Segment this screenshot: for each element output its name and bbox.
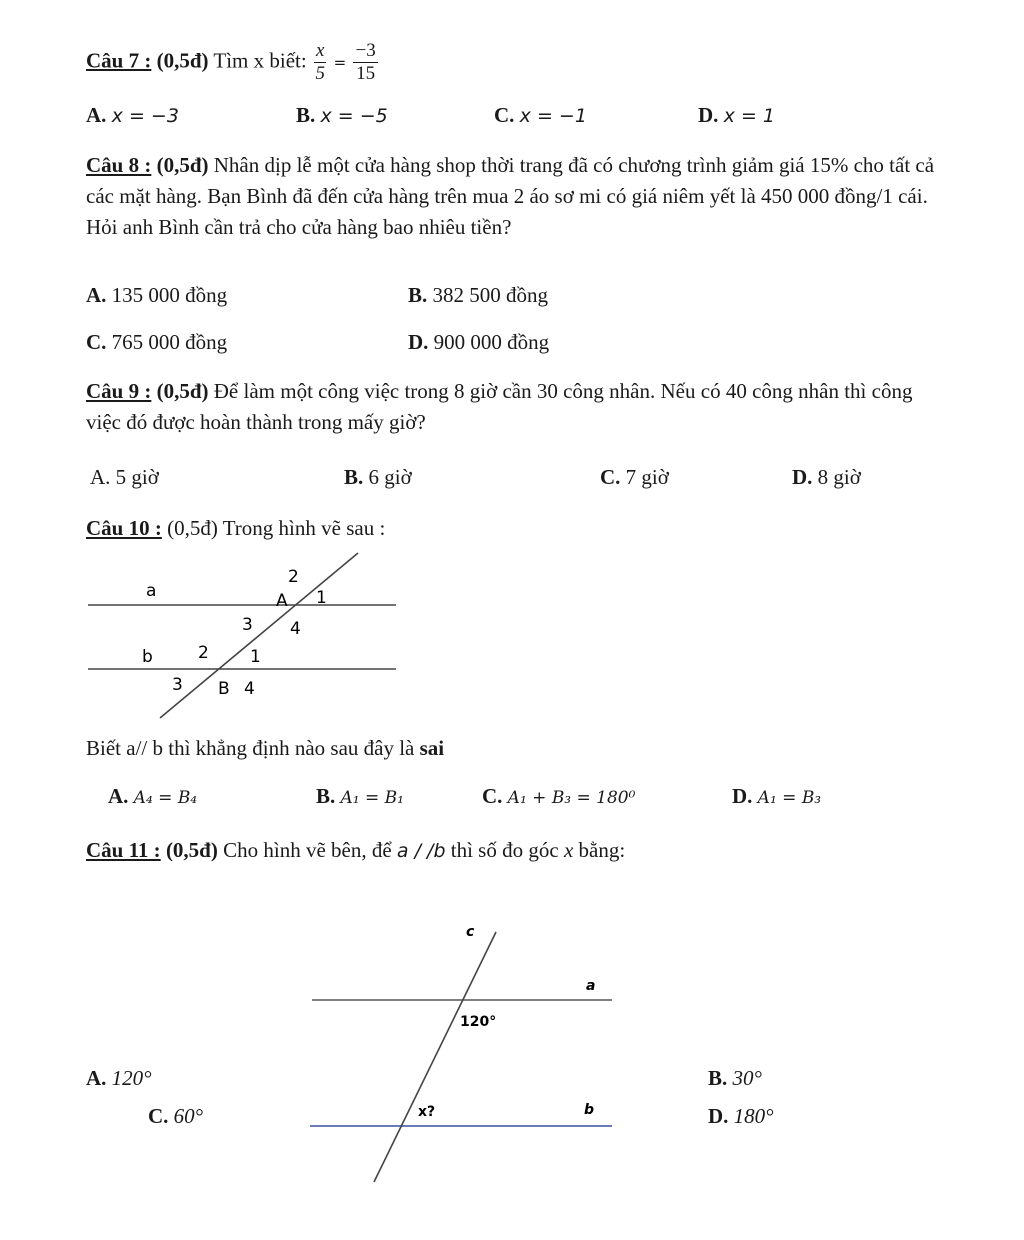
q7-option-b[interactable] [296,103,388,128]
option-text: 382 500 đồng [432,283,549,307]
q7-option-d[interactable] [698,103,775,128]
option-text: A₄ = B₄ [133,788,198,808]
q10-points: (0,5đ) [167,516,218,540]
option-key: A. [86,103,107,127]
option-key: D. [698,103,719,127]
option-key: C. [482,784,503,808]
label-point-a: A [276,591,288,611]
q11-prompt-pre: Cho hình vẽ bên, để [223,838,392,862]
label-a: a [586,978,596,994]
label-c: c [466,924,475,940]
option-text: 120° [111,1066,152,1090]
label-b: b [142,647,153,667]
q7-fraction-1 [314,40,326,85]
q7-label: Câu 7 : [86,48,152,73]
q11-label: Câu 11 : [86,838,161,862]
angle-b1: 1 [250,647,261,667]
q9-text: Để làm một công việc trong 8 giờ cần 30 công nhân. Nếu có 40 công nhân thì công việc đó được hoàn thành trong mấy giờ? [86,379,913,434]
label-b: b [584,1102,595,1118]
option-text: A₁ = B₁ [340,788,404,808]
option-key: C. [494,103,515,127]
q11-header [86,838,625,863]
option-key: B. [296,103,316,127]
q10-given [86,736,444,761]
q7-frac1-num: x [315,40,325,61]
option-key: D. [408,330,429,354]
q11-option-b[interactable] [708,1066,762,1091]
q11-prompt-post: thì số đo góc [450,838,559,862]
option-key: D. [708,1104,729,1128]
q7-frac1-den: 5 [315,63,325,84]
option-key: A. [86,1066,107,1090]
q11-points: (0,5đ) [165,838,218,862]
option-key: C. [148,1104,169,1128]
q10-prompt: Trong hình vẽ sau : [222,516,386,540]
option-text: x = −5 [320,105,388,127]
q10-given-post: thì khẳng định nào sau đây là [168,736,415,760]
option-text: 30° [732,1066,762,1090]
q11-prompt-rel: a / /b [396,840,446,862]
angle-a4: 4 [290,619,301,639]
option-key: A. [108,784,129,808]
q7-option-c[interactable] [494,103,587,128]
angle-a3: 3 [242,615,253,635]
angle-b4: 4 [244,679,255,699]
q7-frac2-num: −3 [355,40,376,61]
q9-question [86,376,936,438]
q10-parallel-lines-figure [80,548,410,728]
option-text: x = −1 [519,105,587,127]
q10-option-d[interactable] [732,784,821,809]
option-key: B. [408,283,428,307]
option-text: 7 giờ [625,465,669,489]
option-key: B. [708,1066,728,1090]
angle-given: 120° [460,1014,497,1030]
option-text: A₁ = B₃ [757,788,822,808]
q10-header [86,516,385,541]
q8-text: Nhân dịp lễ một cửa hàng shop thời trang đã có chương trình giảm giá 15% cho tất cả các mặt hàng. Bạn Bình đã đến cửa hàng trên mua 2 áo sơ mi có giá niêm yết là 450 000 đồng/1 cái. Hỏi anh Bình cần trả cho cửa hàng bao nhiêu tiền? [86,153,935,239]
q7-equals: = [333,53,347,72]
q11-option-d[interactable] [708,1104,774,1129]
q10-given-pre: Biết [86,736,121,760]
q10-given-rel: a// b [126,736,163,760]
option-key: C. [600,465,621,489]
transversal [160,553,358,718]
line-c [374,932,496,1182]
option-key: B. [316,784,336,808]
q8-option-c[interactable] [86,330,227,355]
q10-option-a[interactable] [108,784,197,809]
angle-a2: 2 [288,567,299,587]
q9-option-a[interactable] [90,465,159,490]
q11-prompt-var: x [563,838,574,862]
option-text: 135 000 đồng [111,283,228,307]
option-text: 180° [733,1104,774,1128]
q9-option-d[interactable] [792,465,861,490]
q7-prompt: Tìm x biết: [213,48,307,73]
q9-points: (0,5đ) [156,379,209,403]
option-key: D. [732,784,753,808]
option-text: 8 giờ [817,465,861,489]
option-text: A₁ + B₃ = 180⁰ [507,788,636,808]
q11-option-c[interactable] [148,1104,203,1129]
angle-b3: 3 [172,675,183,695]
q10-option-c[interactable] [482,784,635,809]
q7-frac2-den: 15 [356,63,376,84]
q11-parallel-lines-figure [300,920,630,1190]
angle-unknown: x? [418,1104,436,1120]
option-text: 6 giờ [368,465,412,489]
option-key: A. [90,465,111,489]
option-text: x = 1 [723,105,776,127]
q7-header [86,40,380,85]
q11-prompt-end: bằng: [578,838,626,862]
q7-fraction-2 [353,40,377,85]
option-key: C. [86,330,107,354]
label-a: a [146,581,157,601]
q10-given-emph: sai [419,736,445,760]
q8-option-d[interactable] [408,330,549,355]
option-key: B. [344,465,364,489]
option-text: 765 000 đồng [111,330,228,354]
option-text: 5 giờ [115,465,159,489]
option-key: A. [86,283,107,307]
option-text: x = −3 [111,105,179,127]
angle-b2: 2 [198,643,209,663]
q9-label: Câu 9 : [86,379,152,403]
q7-points: (0,5đ) [156,48,209,73]
q8-label: Câu 8 : [86,153,152,177]
q10-label: Câu 10 : [86,516,162,540]
q10-option-b[interactable] [316,784,404,809]
option-text: 60° [173,1104,204,1128]
q7-option-a[interactable] [86,103,179,128]
q8-option-a[interactable] [86,283,227,308]
option-key: D. [792,465,813,489]
q8-question [86,150,936,243]
label-point-b: B [218,679,230,699]
angle-a1: 1 [316,588,327,608]
q8-points: (0,5đ) [156,153,209,177]
q8-option-b[interactable] [408,283,548,308]
q9-option-b[interactable] [344,465,412,490]
option-text: 900 000 đồng [433,330,550,354]
q11-option-a[interactable] [86,1066,152,1091]
q9-option-c[interactable] [600,465,669,490]
